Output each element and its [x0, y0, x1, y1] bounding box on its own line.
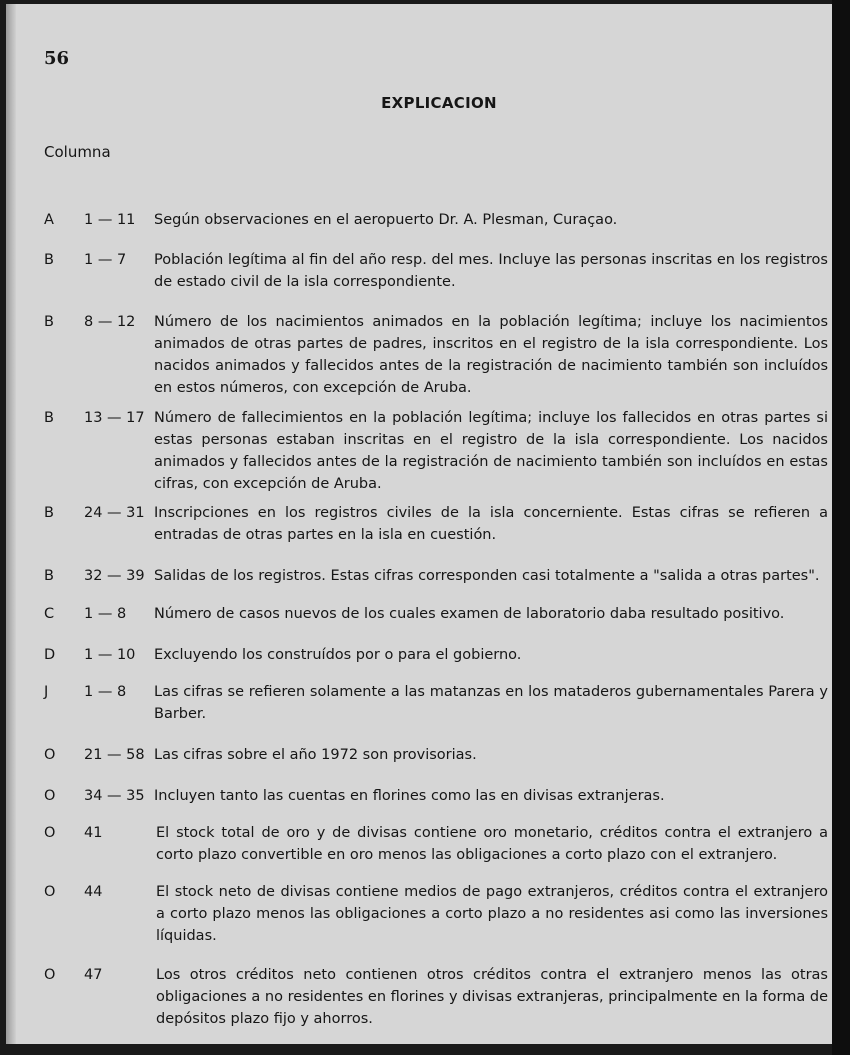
entry-text: Incluyen tanto las cuentas en florines como las en divisas extranjeras.: [154, 788, 665, 804]
page-title: EXPLICACION: [381, 94, 497, 112]
document-page: [6, 4, 832, 1044]
entry-range: 1 — 11: [84, 212, 136, 228]
entry-letter: B: [44, 568, 54, 584]
entry-text: El stock total de oro y de divisas contiene oro monetario, créditos contra el extranjero a corto plazo convertible en oro menos las obligaciones a corto plazo con el extranjero.: [156, 825, 828, 863]
entry-text: Salidas de los registros. Estas cifras corresponden casi totalmente a "salida a otras partes".: [154, 568, 820, 584]
entry-text: Excluyendo los construídos por o para el gobierno.: [154, 647, 522, 663]
entry-text: Población legítima al fin del año resp. del mes. Incluye las personas inscritas en los registros de estado civil de la isla correspondiente.: [154, 252, 828, 290]
entry-range: 8 — 12: [84, 314, 136, 330]
entry-range: 47: [84, 967, 103, 983]
entry-letter: O: [44, 884, 56, 900]
entry-text: Los otros créditos neto contienen otros créditos contra el extranjero menos las otras obligaciones a no residentes en florines y divisas extranjeras, principalmente en la forma de depósitos plazo fijo y ahorros.: [156, 967, 828, 1027]
page-number: 56: [44, 48, 70, 69]
entry-range: 34 — 35: [84, 788, 145, 804]
entry-text: Número de casos nuevos de los cuales examen de laboratorio daba resultado positivo.: [154, 606, 785, 622]
page-edge-shadow: [832, 0, 850, 1055]
entry-letter: B: [44, 252, 54, 268]
entry-range: 1 — 8: [84, 684, 127, 700]
entry-text: Número de los nacimientos animados en la población legítima; incluye los nacimientos animados de otras partes de padres, inscritos en el registro de la isla correspondiente. Los nacidos animados y fallecidos antes de la registración de nacimiento también son incluídos en estos números, con excepción de Aruba.: [154, 314, 828, 396]
entry-range: 24 — 31: [84, 505, 145, 521]
entry-letter: B: [44, 505, 54, 521]
entry-range: 1 — 10: [84, 647, 136, 663]
entry-text: Inscripciones en los registros civiles de la isla concerniente. Estas cifras se refieren a entradas de otras partes en la isla en cuestión.: [154, 505, 828, 543]
entry-text: El stock neto de divisas contiene medios de pago extranjeros, créditos contra el extranjero a corto plazo menos las obligaciones a corto plazo a no residentes asi como las inversiones líquidas.: [156, 884, 828, 944]
entry-range: 21 — 58: [84, 747, 145, 763]
entry-range: 1 — 8: [84, 606, 127, 622]
entry-text: Número de fallecimientos en la población legítima; incluye los fallecidos en otras partes si estas personas estaban inscritas en el registro de la isla correspondiente. Los nacidos animados y fallecidos antes de la registración de nacimiento también son incluídos en estas cifras, con excepción de Aruba.: [154, 410, 828, 492]
entry-letter: O: [44, 747, 56, 763]
entry-letter: A: [44, 212, 54, 228]
entry-letter: O: [44, 967, 56, 983]
entry-letter: O: [44, 788, 56, 804]
entry-range: 44: [84, 884, 103, 900]
entry-letter: J: [44, 684, 49, 700]
entry-range: 13 — 17: [84, 410, 145, 426]
entry-text: Las cifras sobre el año 1972 son provisorias.: [154, 747, 477, 763]
entry-range: 41: [84, 825, 103, 841]
entry-text: Según observaciones en el aeropuerto Dr. A. Plesman, Curaçao.: [154, 212, 618, 228]
entry-letter: O: [44, 825, 56, 841]
entry-letter: B: [44, 410, 54, 426]
entry-range: 1 — 7: [84, 252, 127, 268]
entry-text: Las cifras se refieren solamente a las matanzas en los mataderos gubernamentales Parera y Barber.: [154, 684, 828, 722]
entry-letter: D: [44, 647, 56, 663]
book-spine-shadow: [6, 4, 16, 1044]
entry-letter: B: [44, 314, 54, 330]
entry-letter: C: [44, 606, 55, 622]
column-header: Columna: [44, 143, 111, 161]
entry-range: 32 — 39: [84, 568, 145, 584]
